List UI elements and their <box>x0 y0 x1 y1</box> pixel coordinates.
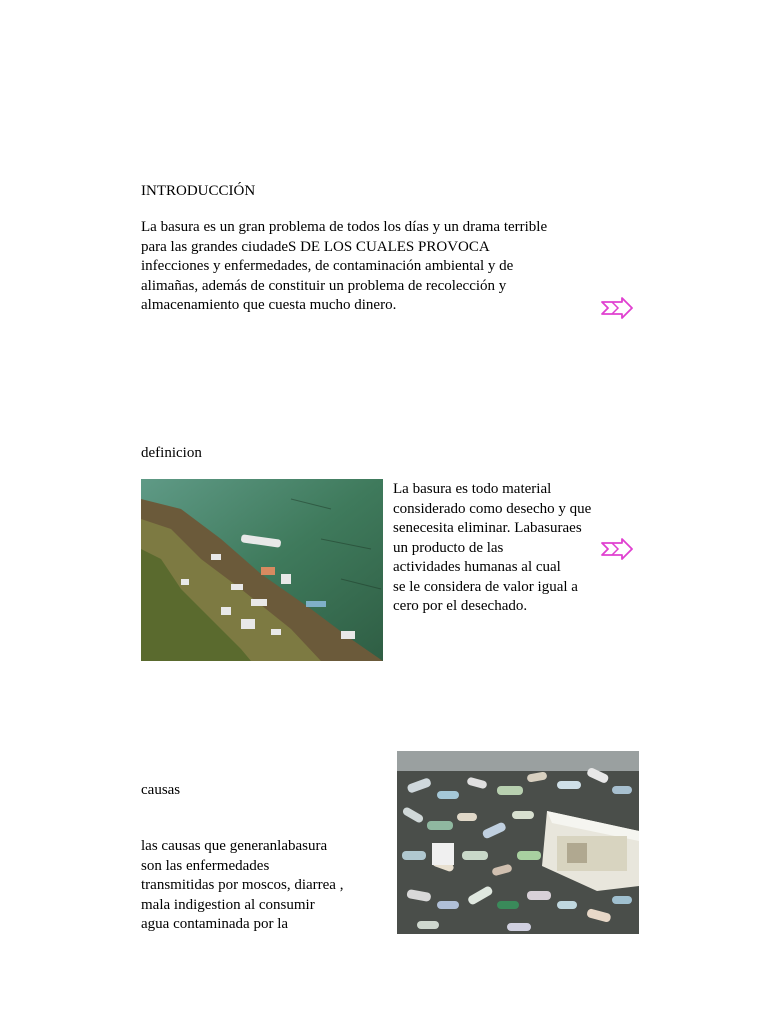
definicion-title: definicion <box>141 445 202 461</box>
causas-paragraph <box>141 837 388 935</box>
plastic-waste-image <box>397 751 639 934</box>
definicion-line: senecesita eliminar. Labasuraes <box>393 520 582 536</box>
arrow-right-icon[interactable] <box>600 297 634 319</box>
causas-line: agua contaminada por la <box>141 916 289 932</box>
definicion-line: se le considera de valor igual a <box>393 578 578 595</box>
definicion-line: La basura es todo material <box>393 481 552 497</box>
causas-line: mala indigestion al consumir <box>141 896 315 913</box>
arrow-right-icon[interactable] <box>600 538 634 560</box>
intro-line: alimañas, además de constituir un problema de recolección y <box>141 277 507 294</box>
intro-line: almacenamiento que cuesta mucho dinero. <box>141 297 397 313</box>
intro-title: INTRODUCCIÓN <box>141 183 256 199</box>
causas-line: son las enfermedades <box>141 857 270 874</box>
polluted-shore-image <box>141 479 383 661</box>
intro-paragraph <box>141 218 639 316</box>
causas-line: transmitidas por moscos, diarrea , <box>141 877 344 893</box>
intro-line: infecciones y enfermedades, de contaminación ambiental y de <box>141 258 514 274</box>
definicion-line: actividades humanas al cual <box>393 559 561 575</box>
intro-line: La basura es un gran problema de todos los días y un drama terrible <box>141 219 548 235</box>
definicion-line: un producto de las <box>393 539 504 556</box>
definicion-line: considerado como desecho y que <box>393 500 592 517</box>
causas-line: las causas que generanlabasura <box>141 838 328 854</box>
causas-title: causas <box>141 782 181 798</box>
definicion-line: cero por el desechado. <box>393 598 528 614</box>
intro-line: para las grandes ciudadeS DE LOS CUALES PROVOCA <box>141 238 490 255</box>
